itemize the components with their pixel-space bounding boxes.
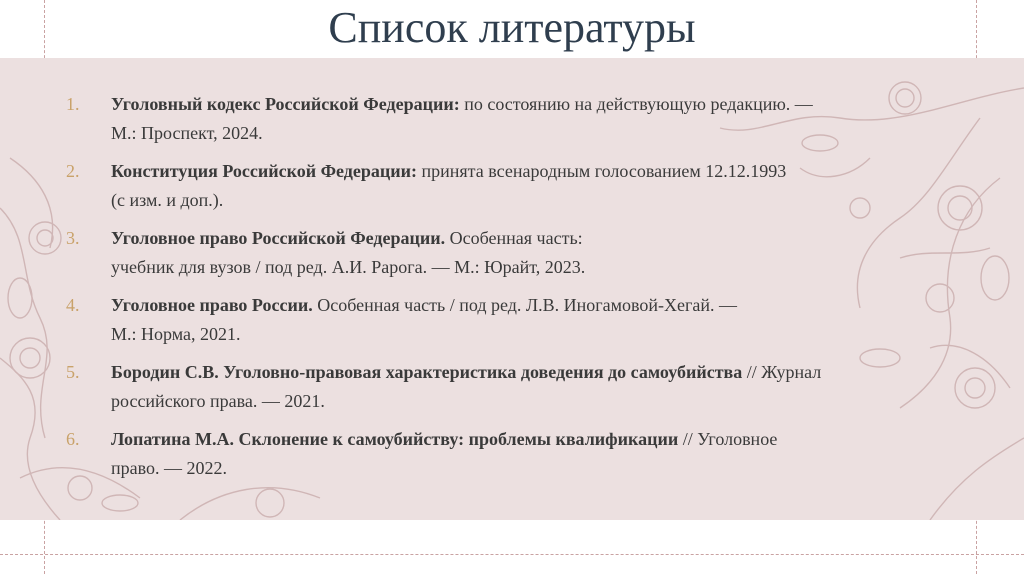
reference-number: 4.: [66, 295, 80, 315]
reference-heading: Лопатина М.А. Склонение к самоубийству: проблемы квалификации: [111, 429, 679, 449]
reference-text-cont: право. — 2022.: [111, 458, 227, 478]
reference-item: [66, 224, 966, 282]
reference-item: [66, 157, 966, 215]
reference-text: // Уголовное: [678, 429, 778, 449]
reference-text-cont: М.: Проспект, 2024.: [111, 123, 263, 143]
reference-number: 2.: [66, 161, 80, 181]
reference-heading: Уголовный кодекс Российской Федерации:: [111, 94, 460, 114]
reference-number: 3.: [66, 228, 80, 248]
reference-text-cont: (с изм. и доп.).: [111, 190, 224, 210]
reference-item: [66, 358, 966, 416]
reference-text-cont: М.: Норма, 2021.: [111, 324, 241, 344]
reference-heading: Бородин С.В. Уголовно-правовая характеристика доведения до самоубийства: [111, 362, 743, 382]
reference-text: Особенная часть:: [445, 228, 583, 248]
reference-number: 5.: [66, 362, 80, 382]
slide-title: Список литературы: [328, 3, 696, 52]
reference-text: Особенная часть / под ред. Л.В. Иногамовой-Хегай. —: [312, 295, 738, 315]
reference-text: принята всенародным голосованием 12.12.1993: [417, 161, 787, 181]
reference-number: 1.: [66, 94, 80, 114]
reference-heading: Конституция Российской Федерации:: [111, 161, 417, 181]
reference-text-cont: учебник для вузов / под ред. А.И. Рарога. — М.: Юрайт, 2023.: [111, 257, 586, 277]
reference-heading: Уголовное право России.: [111, 295, 313, 315]
reference-list: [66, 90, 966, 492]
reference-item: [66, 291, 966, 349]
reference-text: // Журнал: [742, 362, 822, 382]
reference-number: 6.: [66, 429, 80, 449]
reference-item: [66, 425, 966, 483]
reference-text-cont: российского права. — 2021.: [111, 391, 325, 411]
guide-line-bottom: [0, 554, 1024, 555]
reference-item: [66, 90, 966, 148]
reference-heading: Уголовное право Российской Федерации.: [111, 228, 446, 248]
reference-text: по состоянию на действующую редакцию. —: [459, 94, 813, 114]
